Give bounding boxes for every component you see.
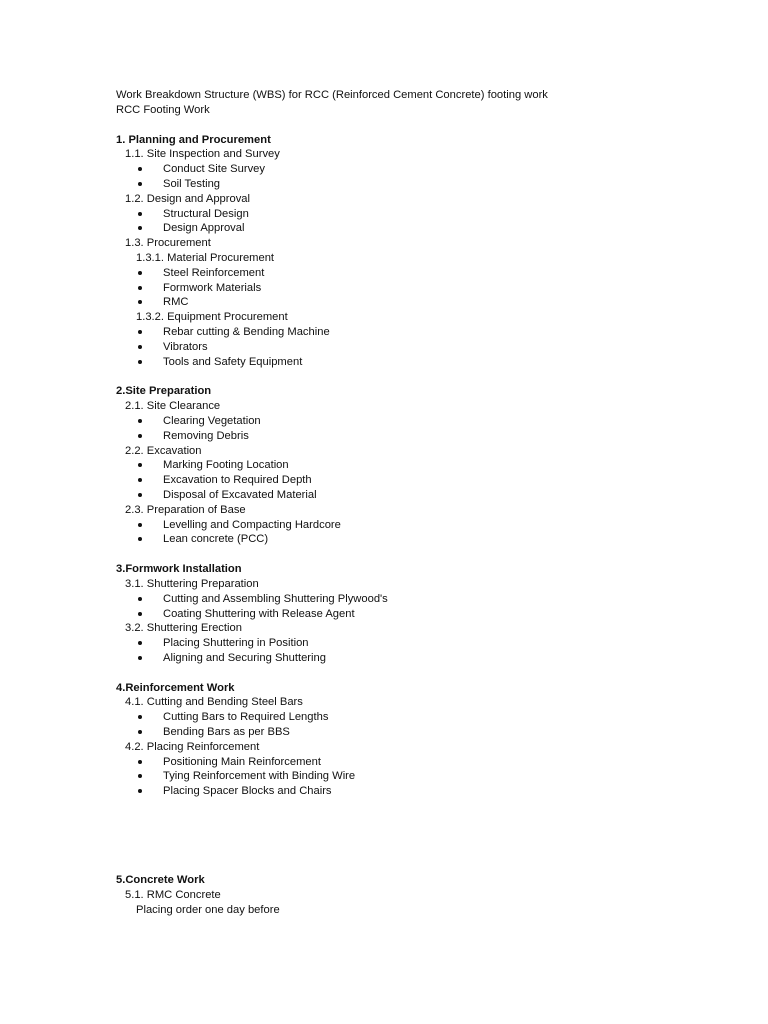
list-item: RMC — [116, 295, 716, 310]
list-item: Design Approval — [116, 221, 716, 236]
list-item: Formwork Materials — [116, 281, 716, 296]
bullet-icon — [138, 774, 142, 778]
subsection-label: 3.2. Shuttering Erection — [125, 622, 242, 635]
list-item: Positioning Main Reinforcement — [116, 755, 716, 770]
section-title-concrete: 5.Concrete Work — [116, 874, 205, 887]
bullet-icon — [138, 226, 142, 230]
bullet-icon — [138, 715, 142, 719]
subsection-label: 4.2. Placing Reinforcement — [125, 740, 260, 753]
subsection-label: 2.3. Preparation of Base — [125, 503, 246, 516]
list-item: Vibrators — [116, 340, 716, 355]
subsection-label: 1.2. Design and Approval — [125, 192, 251, 205]
bullet-icon — [138, 300, 142, 304]
bullet-icon — [138, 478, 142, 482]
sub-subsection-label: 1.3.2. Equipment Procurement — [136, 311, 288, 324]
section-title-site-preparation: 2.Site Preparation — [116, 385, 212, 398]
bullet-icon — [138, 789, 142, 793]
list-item: Rebar cutting & Bending Machine — [116, 325, 716, 340]
bullet-icon — [138, 419, 142, 423]
subsection-label: 2.2. Excavation — [125, 444, 202, 457]
list-item: Placing Shuttering in Position — [116, 636, 716, 651]
list-item: Cutting Bars to Required Lengths — [116, 710, 716, 725]
document-body — [116, 88, 716, 917]
list-item: Aligning and Securing Shuttering — [116, 651, 716, 666]
list-item: Steel Reinforcement — [116, 266, 716, 281]
bullet-icon — [138, 656, 142, 660]
bullet-icon — [138, 537, 142, 541]
subsection-label: 5.1. RMC Concrete — [125, 888, 221, 901]
bullet-icon — [138, 182, 142, 186]
list-item: Levelling and Compacting Hardcore — [116, 518, 716, 533]
bullet-icon — [138, 493, 142, 497]
list-item: Tying Reinforcement with Binding Wire — [116, 769, 716, 784]
list-item: Lean concrete (PCC) — [116, 532, 716, 547]
subsection-label: 3.1. Shuttering Preparation — [125, 577, 259, 590]
bullet-icon — [138, 523, 142, 527]
bullet-icon — [138, 760, 142, 764]
list-item: Disposal of Excavated Material — [116, 488, 716, 503]
bullet-icon — [138, 360, 142, 364]
bullet-icon — [138, 345, 142, 349]
bullet-icon — [138, 463, 142, 467]
bullet-icon — [138, 612, 142, 616]
subsection-label: 1.3. Procurement — [125, 237, 211, 250]
list-item: Coating Shuttering with Release Agent — [116, 607, 716, 622]
bullet-icon — [138, 212, 142, 216]
list-item: Placing Spacer Blocks and Chairs — [116, 784, 716, 799]
list-item: Soil Testing — [116, 177, 716, 192]
document-title: Work Breakdown Structure (WBS) for RCC (Reinforced Cement Concrete) footing work — [116, 89, 548, 101]
section-title-reinforcement: 4.Reinforcement Work — [116, 681, 235, 694]
bullet-icon — [138, 434, 142, 438]
list-item: Tools and Safety Equipment — [116, 355, 716, 370]
list-item: Cutting and Assembling Shuttering Plywood's — [116, 592, 716, 607]
list-item: Structural Design — [116, 207, 716, 222]
subsection-note: Placing order one day before — [136, 903, 280, 916]
document-subtitle: RCC Footing Work — [116, 103, 210, 116]
list-item: Bending Bars as per BBS — [116, 725, 716, 740]
subsection-label: 1.1. Site Inspection and Survey — [125, 148, 280, 161]
bullet-icon — [138, 730, 142, 734]
section-title-formwork: 3.Formwork Installation — [116, 563, 242, 576]
bullet-icon — [138, 597, 142, 601]
bullet-icon — [138, 641, 142, 645]
list-item: Conduct Site Survey — [116, 162, 716, 177]
subsection-label: 2.1. Site Clearance — [125, 400, 221, 413]
subsection-label: 4.1. Cutting and Bending Steel Bars — [125, 696, 303, 709]
bullet-icon — [138, 167, 142, 171]
bullet-icon — [138, 330, 142, 334]
section-title-planning: 1. Planning and Procurement — [116, 133, 271, 146]
bullet-icon — [138, 271, 142, 275]
bullet-icon — [138, 286, 142, 290]
sub-subsection-label: 1.3.1. Material Procurement — [136, 251, 275, 264]
list-item: Clearing Vegetation — [116, 414, 716, 429]
list-item: Excavation to Required Depth — [116, 473, 716, 488]
list-item: Marking Footing Location — [116, 458, 716, 473]
list-item: Removing Debris — [116, 429, 716, 444]
